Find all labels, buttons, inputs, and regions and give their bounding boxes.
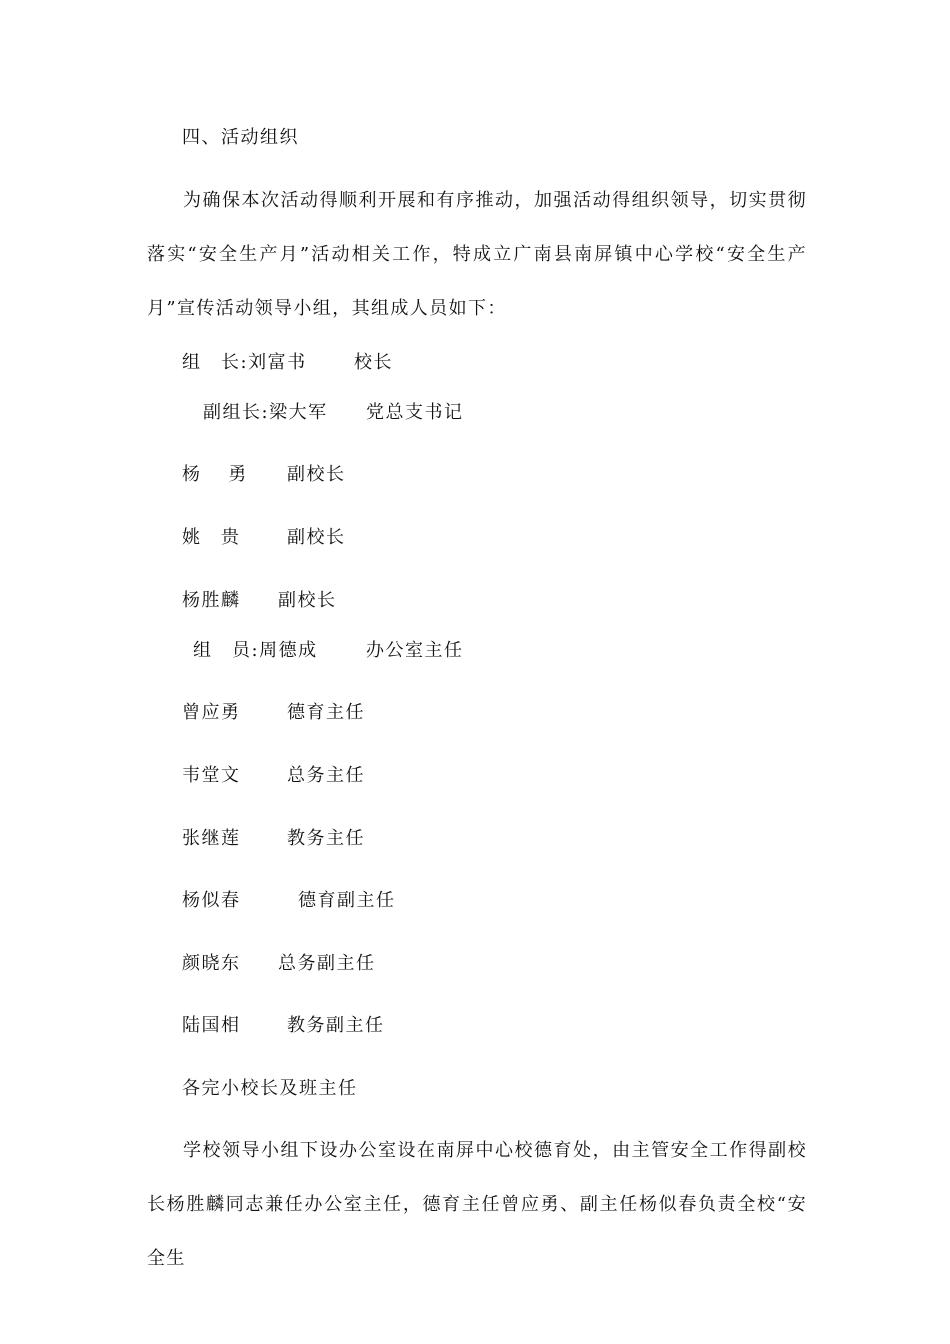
member-name: 杨 勇 bbox=[182, 464, 248, 485]
member-name: 副组长:梁大军 bbox=[203, 402, 328, 423]
member-name: 张继莲 bbox=[182, 828, 241, 849]
office-paragraph: 学校领导小组下设办公室设在南屏中心校德育处，由主管安全工作得副校长杨胜麟同志兼任办公室主任，德育主任曾应勇、副主任杨似春负责全校“安全生 bbox=[147, 1140, 807, 1269]
member-name: 组 员:周德成 bbox=[193, 640, 318, 661]
member-name: 组 长:刘富书 bbox=[182, 352, 307, 373]
member-name: 韦堂文 bbox=[182, 765, 241, 786]
section-heading: 四、活动组织 bbox=[182, 127, 299, 148]
member-title: 副校长 bbox=[278, 590, 337, 611]
member-name: 颜晓东 bbox=[182, 953, 241, 974]
member-name: 杨胜麟 bbox=[182, 590, 241, 611]
member-name: 陆国相 bbox=[182, 1015, 241, 1036]
intro-paragraph: 为确保本次活动得顺利开展和有序推动，加强活动得组织领导，切实贯彻落实“安全生产月”活动相关工作，特成立广南县南屏镇中心学校“安全生产月”宣传活动领导小组，其组成人员如下： bbox=[147, 190, 807, 319]
member-name: 曾应勇 bbox=[182, 702, 241, 723]
member-title: 教务主任 bbox=[287, 828, 365, 849]
member-title: 教务副主任 bbox=[287, 1015, 385, 1036]
member-title: 党总支书记 bbox=[366, 402, 464, 423]
member-name: 杨似春 bbox=[182, 890, 241, 911]
member-name: 姚 贵 bbox=[182, 527, 241, 548]
members-footer: 各完小校长及班主任 bbox=[182, 1078, 358, 1099]
member-title: 校长 bbox=[354, 352, 393, 373]
member-title: 副校长 bbox=[287, 464, 346, 485]
member-title: 副校长 bbox=[287, 527, 346, 548]
member-title: 德育主任 bbox=[287, 702, 365, 723]
member-title: 德育副主任 bbox=[298, 890, 396, 911]
member-title: 总务主任 bbox=[287, 765, 365, 786]
member-title: 办公室主任 bbox=[366, 640, 464, 661]
member-title: 总务副主任 bbox=[278, 953, 376, 974]
